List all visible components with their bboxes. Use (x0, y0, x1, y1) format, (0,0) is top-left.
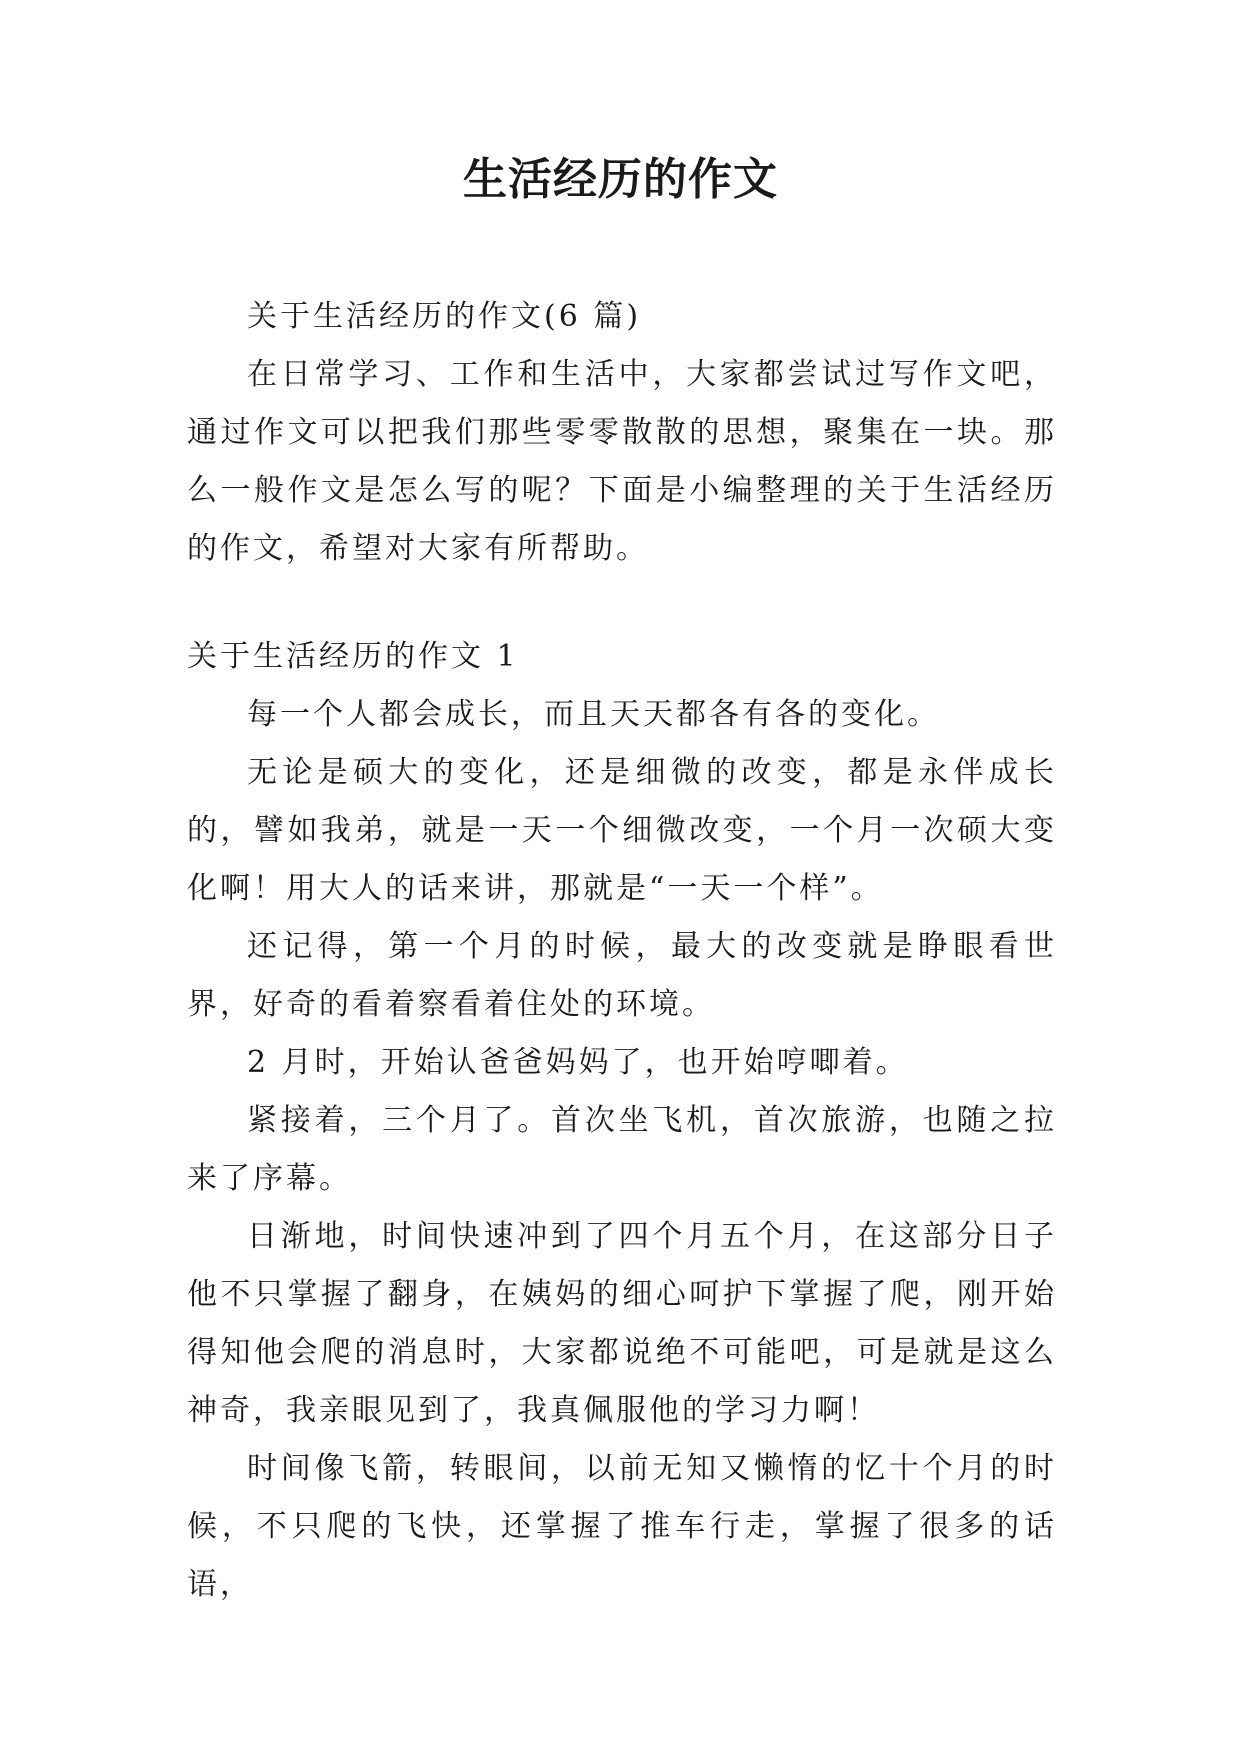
body-paragraph: 还记得，第一个月的时候，最大的改变就是睁眼看世界，好奇的看着察看着住处的环境。 (187, 929, 1057, 1022)
document-subtitle: 关于生活经历的作文(6 篇) (247, 299, 642, 334)
body-paragraph: 2 月时，开始认爸爸妈妈了，也开始哼唧着。 (247, 1045, 909, 1080)
body-paragraph: 紧接着，三个月了。首次坐飞机，首次旅游，也随之拉来了序幕。 (187, 1103, 1057, 1196)
section-spacer (187, 578, 1057, 628)
section-heading: 关于生活经历的作文 1 (187, 639, 519, 674)
body-paragraph: 时间像飞箭，转眼间，以前无知又懒惰的忆十个月的时候，不只爬的飞快，还掌握了推车行走，掌握了很多的话语， (187, 1451, 1057, 1602)
document-title: 生活经历的作文 (463, 154, 778, 205)
body-paragraph: 无论是硕大的变化，还是细微的改变，都是永伴成长的，譬如我弟，就是一天一个细微改变，一个月一次硕大变化啊！用大人的话来讲，那就是“一天一个样”。 (187, 755, 1057, 906)
intro-paragraph: 在日常学习、工作和生活中，大家都尝试过写作文吧，通过作文可以把我们那些零零散散的思想，聚集在一块。那么一般作文是怎么写的呢？下面是小编整理的关于生活经历的作文，希望对大家有所帮助。 (187, 357, 1057, 566)
document-body (187, 288, 1057, 1614)
body-paragraph: 每一个人都会成长，而且天天都各有各的变化。 (247, 697, 940, 732)
body-paragraph: 日渐地，时间快速冲到了四个月五个月，在这部分日子他不只掌握了翻身，在姨妈的细心呵护下掌握了爬，刚开始得知他会爬的消息时，大家都说绝不可能吧，可是就是这么神奇，我亲眼见到了，我真佩服他的学习力啊！ (187, 1219, 1057, 1428)
